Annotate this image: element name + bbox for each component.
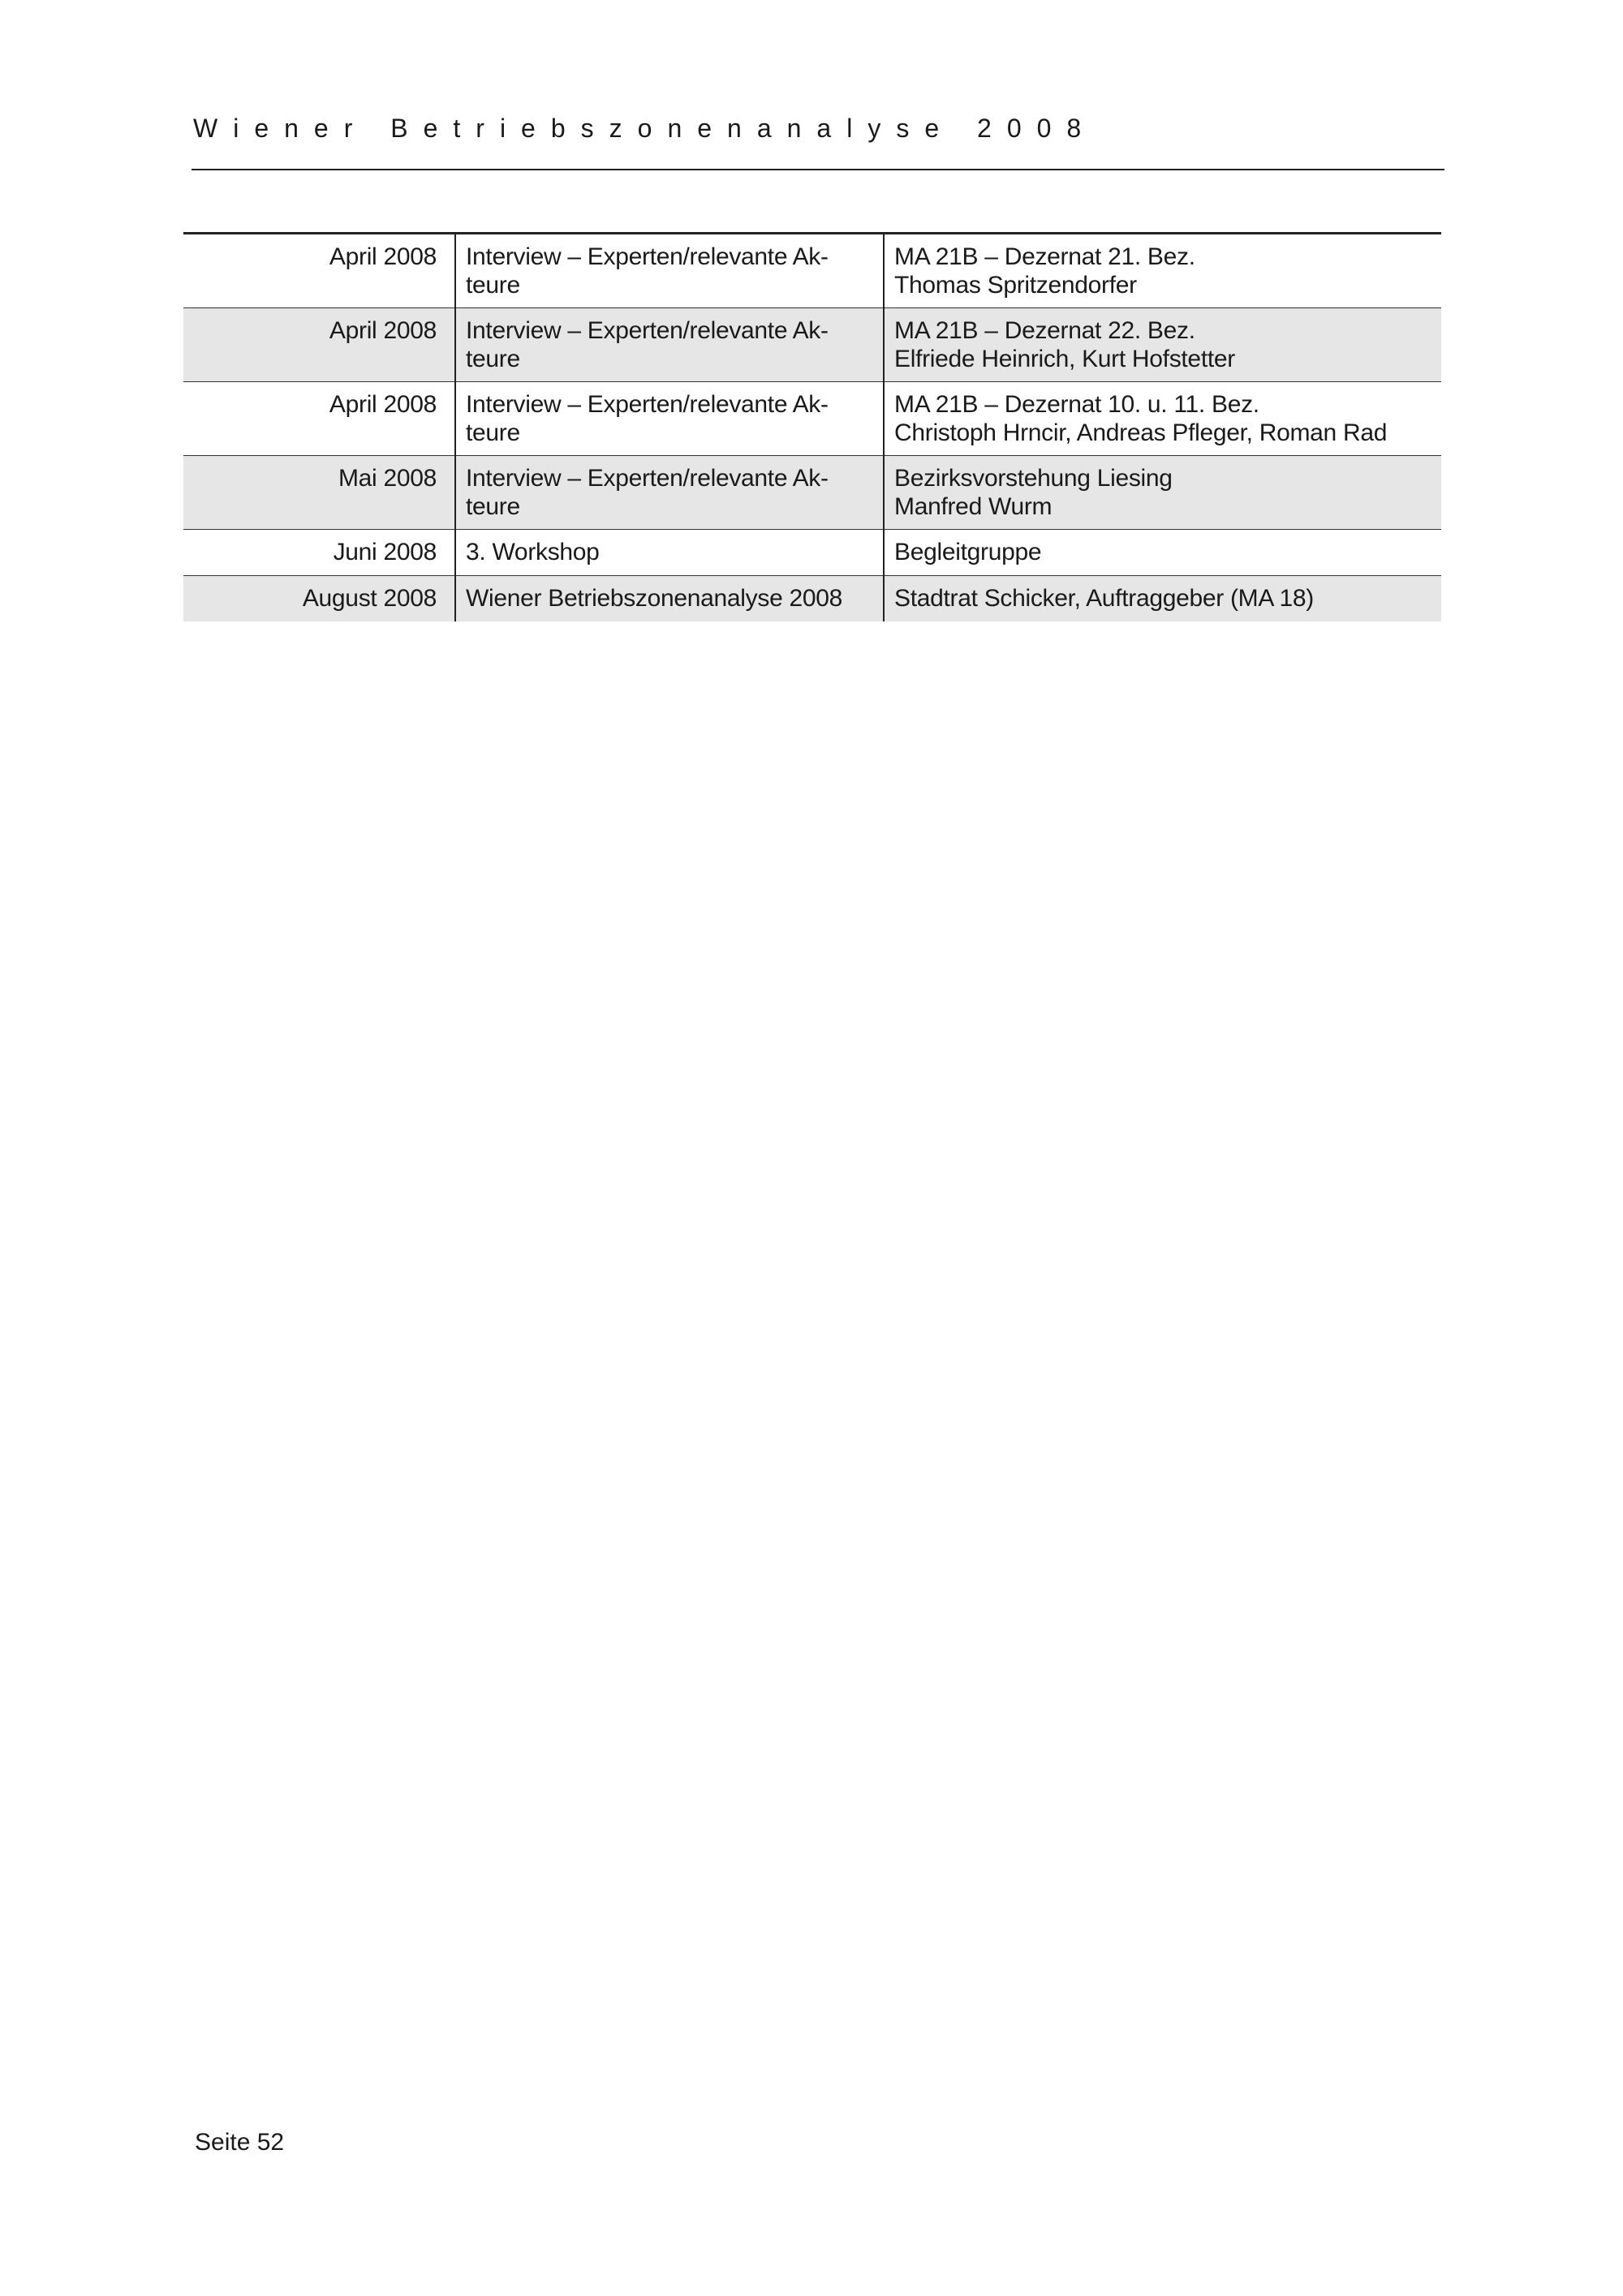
activity-cell: Interview – Experten/relevante Ak- teure: [455, 382, 884, 456]
table-row: [183, 456, 1441, 530]
activity-cell: Interview – Experten/relevante Ak- teure: [455, 234, 884, 308]
date-cell: August 2008: [183, 576, 455, 622]
participants-cell: Stadtrat Schicker, Auftraggeber (MA 18): [884, 576, 1441, 622]
date-cell: Mai 2008: [183, 456, 455, 530]
schedule-table: [183, 232, 1441, 621]
date-cell: Juni 2008: [183, 530, 455, 576]
table-row: [183, 234, 1441, 308]
table-row: [183, 308, 1441, 382]
header-divider: [192, 169, 1444, 170]
activity-cell: Wiener Betriebszonenanalyse 2008: [455, 576, 884, 622]
participants-cell: MA 21B – Dezernat 22. Bez. Elfriede Heinrich, Kurt Hofstetter: [884, 308, 1441, 382]
table-row: [183, 382, 1441, 456]
date-cell: April 2008: [183, 382, 455, 456]
date-cell: April 2008: [183, 234, 455, 308]
participants-cell: Begleitgruppe: [884, 530, 1441, 576]
page-number: Seite 52: [195, 2129, 285, 2156]
table-row: [183, 530, 1441, 576]
participants-cell: Bezirksvorstehung Liesing Manfred Wurm: [884, 456, 1441, 530]
date-cell: April 2008: [183, 308, 455, 382]
participants-cell: MA 21B – Dezernat 21. Bez. Thomas Spritzendorfer: [884, 234, 1441, 308]
running-header: Wiener Betriebszonenanalyse 2008: [193, 114, 1097, 143]
activity-cell: Interview – Experten/relevante Ak- teure: [455, 308, 884, 382]
table-row: [183, 576, 1441, 622]
participants-cell: MA 21B – Dezernat 10. u. 11. Bez. Christoph Hrncir, Andreas Pfleger, Roman Rad: [884, 382, 1441, 456]
activity-cell: 3. Workshop: [455, 530, 884, 576]
activity-cell: Interview – Experten/relevante Ak- teure: [455, 456, 884, 530]
